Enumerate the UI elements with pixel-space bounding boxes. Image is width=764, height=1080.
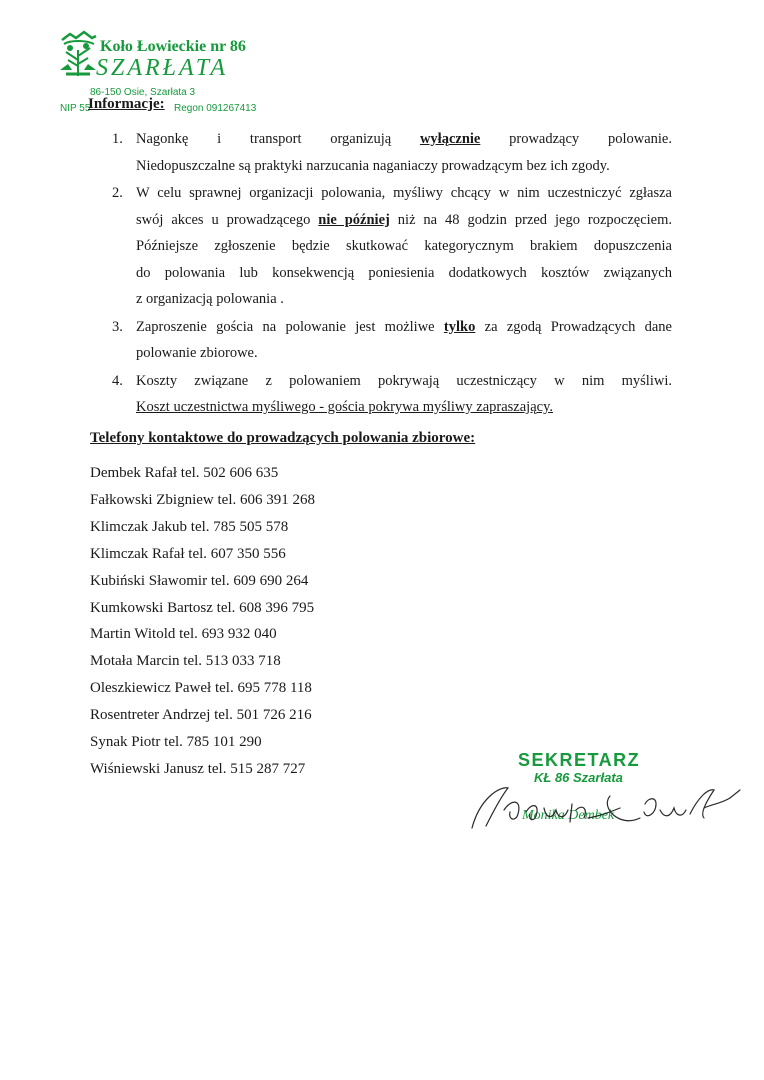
club-regon: Regon 091267413	[174, 103, 257, 114]
contact-item: Fałkowski Zbigniew tel. 606 391 268	[90, 491, 315, 508]
club-name: Koło Łowieckie nr 86	[100, 38, 246, 55]
rule-line: Niedopuszczalne są praktyki narzucania naganiaczy prowadzącym bez ich zgody.	[136, 157, 610, 174]
rule-item	[112, 180, 672, 313]
rule-item	[112, 314, 672, 367]
club-nip: NIP 55	[60, 103, 91, 114]
contact-item: Synak Piotr tel. 785 101 290	[90, 734, 262, 751]
contacts-list	[90, 460, 315, 783]
rule-number: 2.	[112, 185, 123, 201]
rule-line: polowanie zbiorowe.	[136, 345, 258, 361]
stamp-name: Monika Dembek	[522, 808, 615, 823]
rule-line: Zaproszenie gościa na polowanie jest możliwe tylko za zgodą Prowadzących dane	[136, 318, 672, 335]
contact-item: Martin Witold tel. 693 932 040	[90, 626, 277, 643]
contact-item: Klimczak Rafał tel. 607 350 556	[90, 545, 286, 562]
rule-line: Nagonkę i transport organizują wyłącznie prowadzący polowanie.	[136, 131, 672, 147]
club-title: SZARŁATA	[96, 55, 229, 81]
guest-cost-note: Koszt uczestnictwa myśliwego - gościa pokrywa myśliwy zapraszający.	[136, 399, 554, 415]
contact-item: Kumkowski Bartosz tel. 608 396 795	[90, 599, 315, 616]
contact-item: Rosentreter Andrzej tel. 501 726 216	[90, 707, 312, 724]
contacts-heading: Telefony kontaktowe do prowadzących polowania zbiorowe:	[90, 430, 476, 446]
rule-line: do polowania lub konsekwencją poniesienia dodatkowych kosztów związanych	[136, 264, 672, 281]
rule-number: 4.	[112, 372, 123, 389]
contact-item: Oleszkiewicz Paweł tel. 695 778 118	[90, 680, 312, 697]
rule-line: Koszty związane z polowaniem pokrywają uczestniczący w nim myśliwi.	[136, 372, 672, 389]
stamp-subtitle: KŁ 86 Szarłata	[534, 770, 623, 785]
rule-item	[112, 368, 672, 421]
hunting-club-logo-icon	[56, 30, 100, 78]
rules-list	[112, 126, 672, 422]
info-heading: Informacje:	[88, 96, 165, 112]
club-address: 86-150 Osie, Szarłata 3	[90, 87, 196, 98]
rule-line: Późniejsze zgłoszenie będzie skutkować kategorycznym brakiem dopuszczenia	[136, 238, 672, 254]
contact-item: Motała Marcin tel. 513 033 718	[90, 653, 281, 670]
contact-item: Klimczak Jakub tel. 785 505 578	[90, 518, 289, 535]
handwritten-signature	[460, 768, 750, 838]
rule-number: 1.	[112, 131, 123, 147]
rule-line: z organizacją polowania .	[136, 291, 284, 307]
contact-item: Wiśniewski Janusz tel. 515 287 727	[90, 760, 306, 777]
contact-item: Kubiński Sławomir tel. 609 690 264	[90, 572, 309, 589]
rule-item	[112, 126, 672, 179]
contact-item: Dembek Rafał tel. 502 606 635	[90, 465, 279, 481]
rule-line: swój akces u prowadzącego nie później niż na 48 godzin przed jego rozpoczęciem.	[136, 211, 673, 228]
stamp-title: SEKRETARZ	[518, 750, 641, 770]
rule-line: W celu sprawnej organizacji polowania, myśliwy chcący w nim uczestniczyć zgłasza	[136, 185, 672, 201]
rule-number: 3.	[112, 318, 123, 335]
rule-line	[136, 394, 672, 421]
